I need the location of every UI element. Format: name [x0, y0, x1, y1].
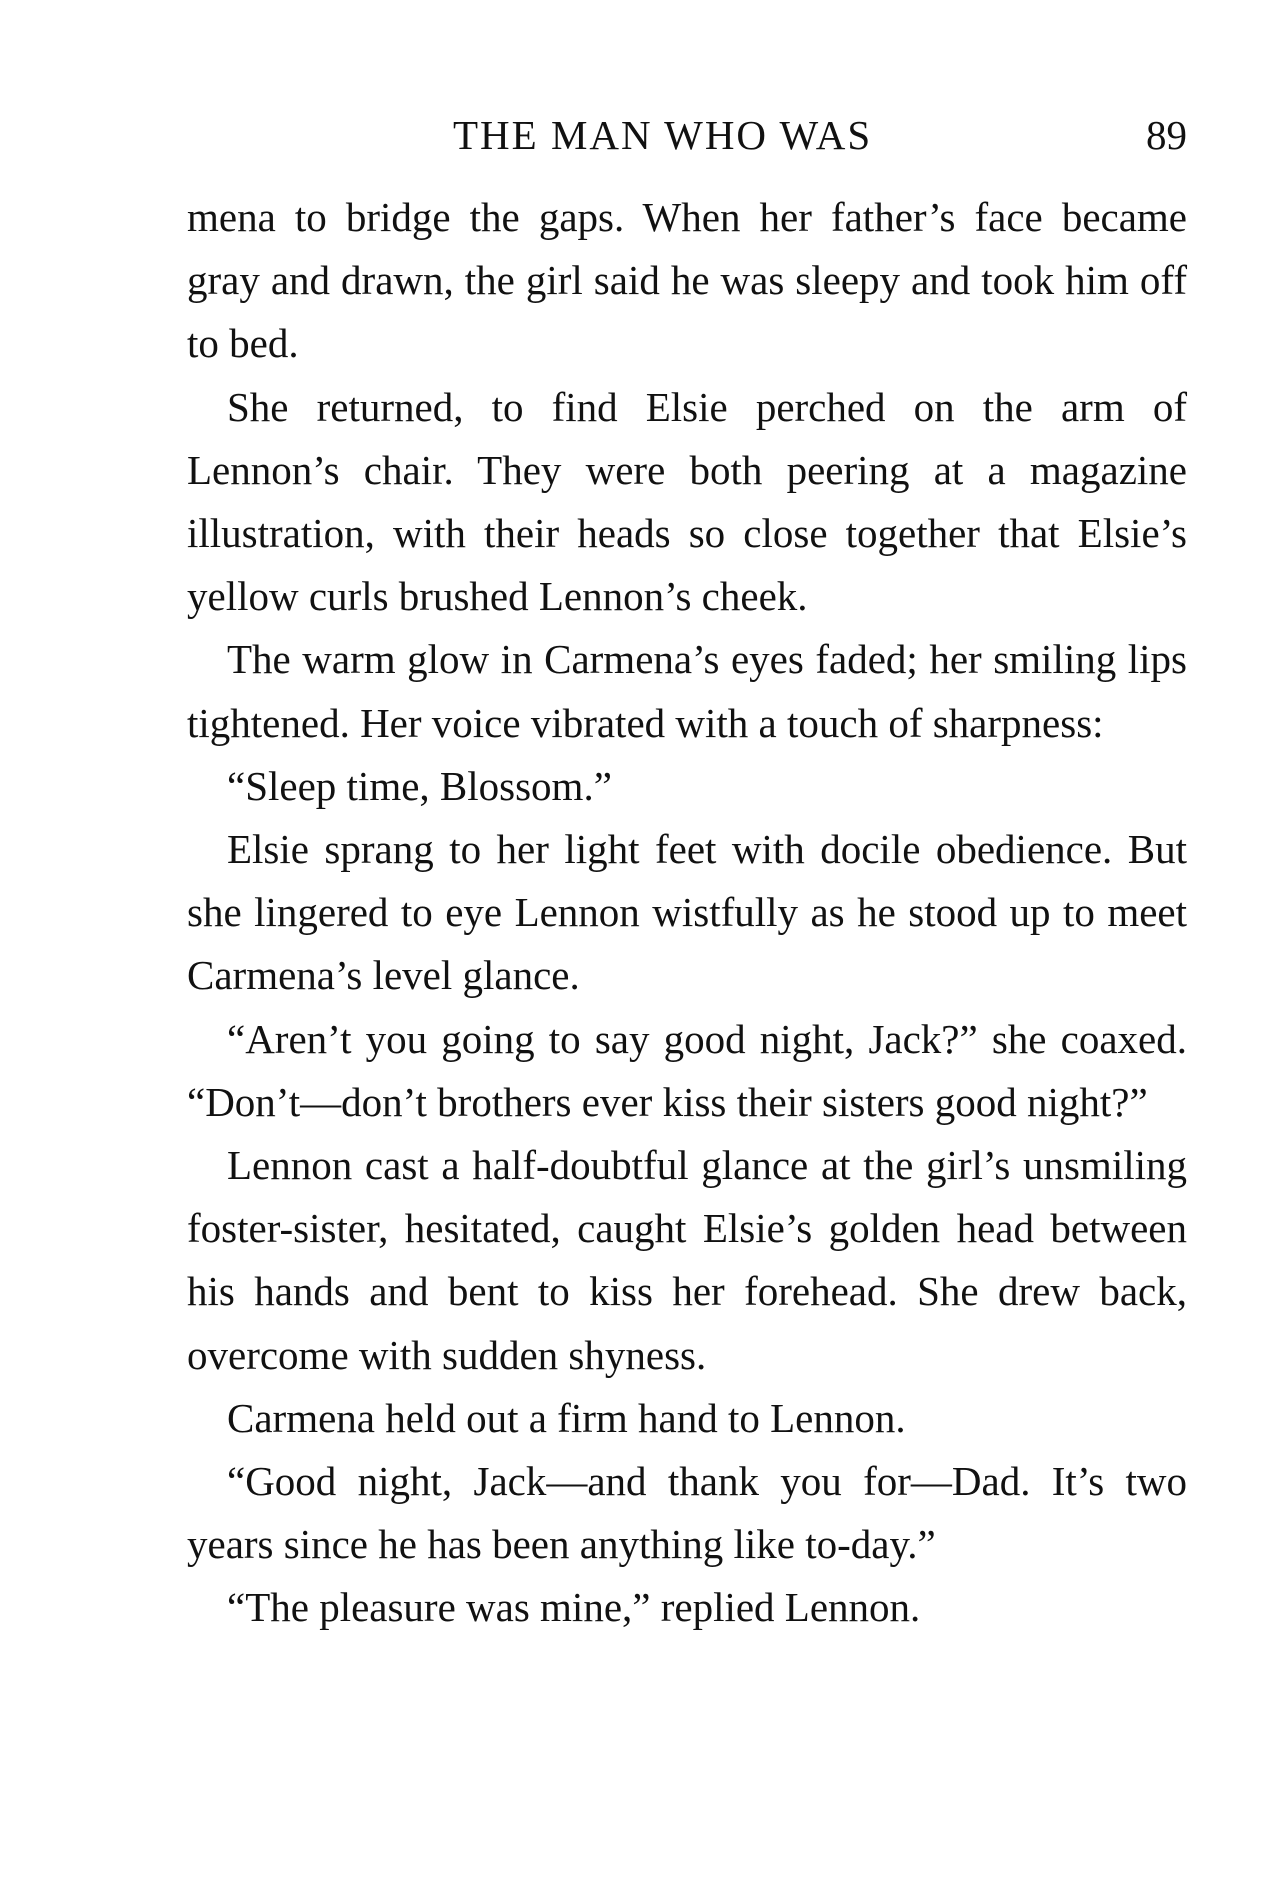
paragraph: “Aren’t you going to say good night, Jack?” she coaxed. “Don’t—don’t brothers ever kiss their sisters good night?”: [187, 1015, 1187, 1125]
paragraph: Lennon cast a half-doubtful glance at the girl’s unsmiling foster-sister, hesitated, caught Elsie’s golden head between his hands and bent to kiss her forehead. She drew back, overcome with sudden shyness.: [187, 1142, 1187, 1378]
book-page: [187, 0, 1187, 1891]
paragraph: mena to bridge the gaps. When her father’s face became gray and drawn, the girl said he was sleepy and took him off to bed.: [187, 194, 1187, 367]
paragraph: “The pleasure was mine,” replied Lennon.: [227, 1584, 921, 1631]
paragraph: Elsie sprang to her light feet with docile obedience. But she lingered to eye Lennon wistfully as he stood up to meet Carmena’s level glance.: [187, 826, 1187, 999]
paragraph: Carmena held out a firm hand to Lennon.: [227, 1394, 906, 1441]
paragraph: “Sleep time, Blossom.”: [227, 762, 612, 809]
paragraph: The warm glow in Carmena’s eyes faded; her smiling lips tightened. Her voice vibrated with a touch of sharpness:: [187, 636, 1187, 746]
paragraph: She returned, to find Elsie perched on the arm of Lennon’s chair. They were both peering at a magazine illustration, with their heads so close together that Elsie’s yellow curls brushed Lennon’s cheek.: [187, 383, 1187, 620]
running-title: THE MAN WHO WAS: [453, 112, 873, 158]
page-number: 89: [1146, 112, 1187, 158]
body-text: [187, 186, 1187, 1640]
page-header: [187, 105, 1187, 165]
paragraph: “Good night, Jack—and thank you for—Dad. It’s two years since he has been anything like to-day.”: [187, 1458, 1187, 1568]
